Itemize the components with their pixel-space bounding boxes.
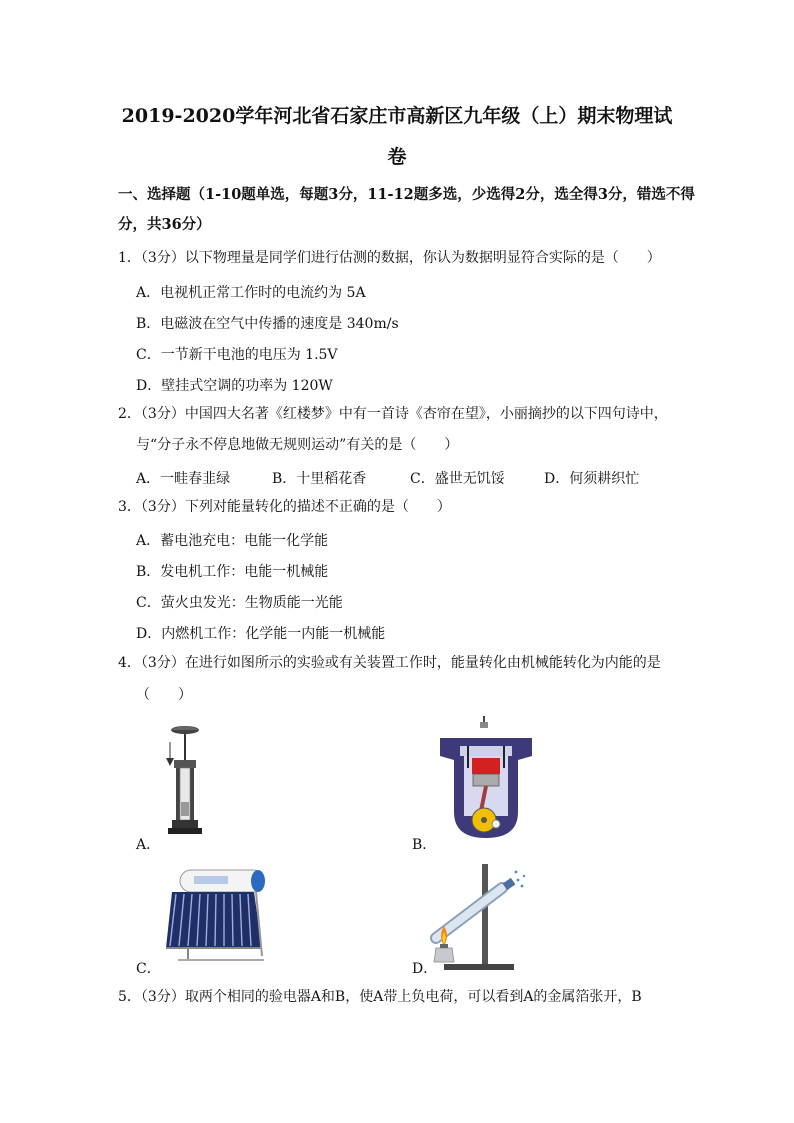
question-2-stem-line1: 2．（3分）中国四大名著《红楼梦》中有一首诗《杏帘在望》，小丽摘抄的以下四句诗中，: [118, 406, 668, 422]
figure-d-label: D．: [412, 961, 438, 977]
question-1-option-c: C．一节新干电池的电压为 1.5V: [136, 347, 338, 363]
figure-c-solar-water-heater: [158, 864, 270, 964]
figure-a-label: A．: [136, 837, 161, 853]
question-3-stem: 3．（3分）下列对能量转化的描述不正确的是（ ）: [118, 499, 451, 515]
question-5-stem: 5．（3分）取两个相同的验电器A和B，使A带上负电荷，可以看到A的金属箔张开，B: [118, 989, 642, 1005]
question-2-option-d: D．何须耕织忙: [544, 471, 640, 487]
figure-c-label: C．: [136, 961, 161, 977]
question-1-option-b: B．电磁波在空气中传播的速度是 340m/s: [136, 316, 399, 332]
exam-title-line2: 卷: [387, 146, 407, 168]
figure-b-label: B．: [412, 837, 437, 853]
question-4-stem-line1: 4．（3分）在进行如图所示的实验或有关装置工作时，能量转化由机械能转化为内能的是: [118, 655, 661, 671]
question-3-option-a: A．蓄电池充电：电能一化学能: [136, 533, 329, 549]
section-heading-line1: 一、选择题（1-10题单选，每题3分，11-12题多选，少选得2分，选全得3分，错选不得: [118, 186, 695, 203]
question-4-stem-line2: （ ）: [136, 687, 192, 703]
question-2-option-b: B．十里稻花香: [272, 471, 367, 487]
question-3-option-d: D．内燃机工作：化学能一内能一机械能: [136, 626, 386, 642]
question-1-option-d: D．壁挂式空调的功率为 120W: [136, 378, 333, 394]
figure-d-test-tube-steam: [424, 860, 528, 972]
exam-title-line1: 2019-2020学年河北省石家庄市高新区九年级（上）期末物理试: [121, 105, 673, 127]
question-2-option-a: A．一畦春韭绿: [136, 471, 231, 487]
question-1-stem: 1．（3分）以下物理量是同学们进行估测的数据，你认为数据明显符合实际的是（ ）: [118, 250, 661, 266]
question-2-option-c: C．盛世无饥馁: [410, 471, 505, 487]
figure-a-compression-igniter: [160, 722, 210, 844]
question-1-option-a: A．电视机正常工作时的电流约为 5A: [136, 285, 366, 301]
question-3-option-b: B．发电机工作：电能一机械能: [136, 564, 329, 580]
question-3-option-c: C．萤火虫发光：生物质能一光能: [136, 595, 343, 611]
question-2-stem-line2: 与“分子永不停息地做无规则运动”有关的是（ ）: [136, 437, 459, 453]
section-heading-line2: 分，共36分）: [118, 216, 211, 233]
figure-b-engine-cylinder: [436, 716, 536, 842]
